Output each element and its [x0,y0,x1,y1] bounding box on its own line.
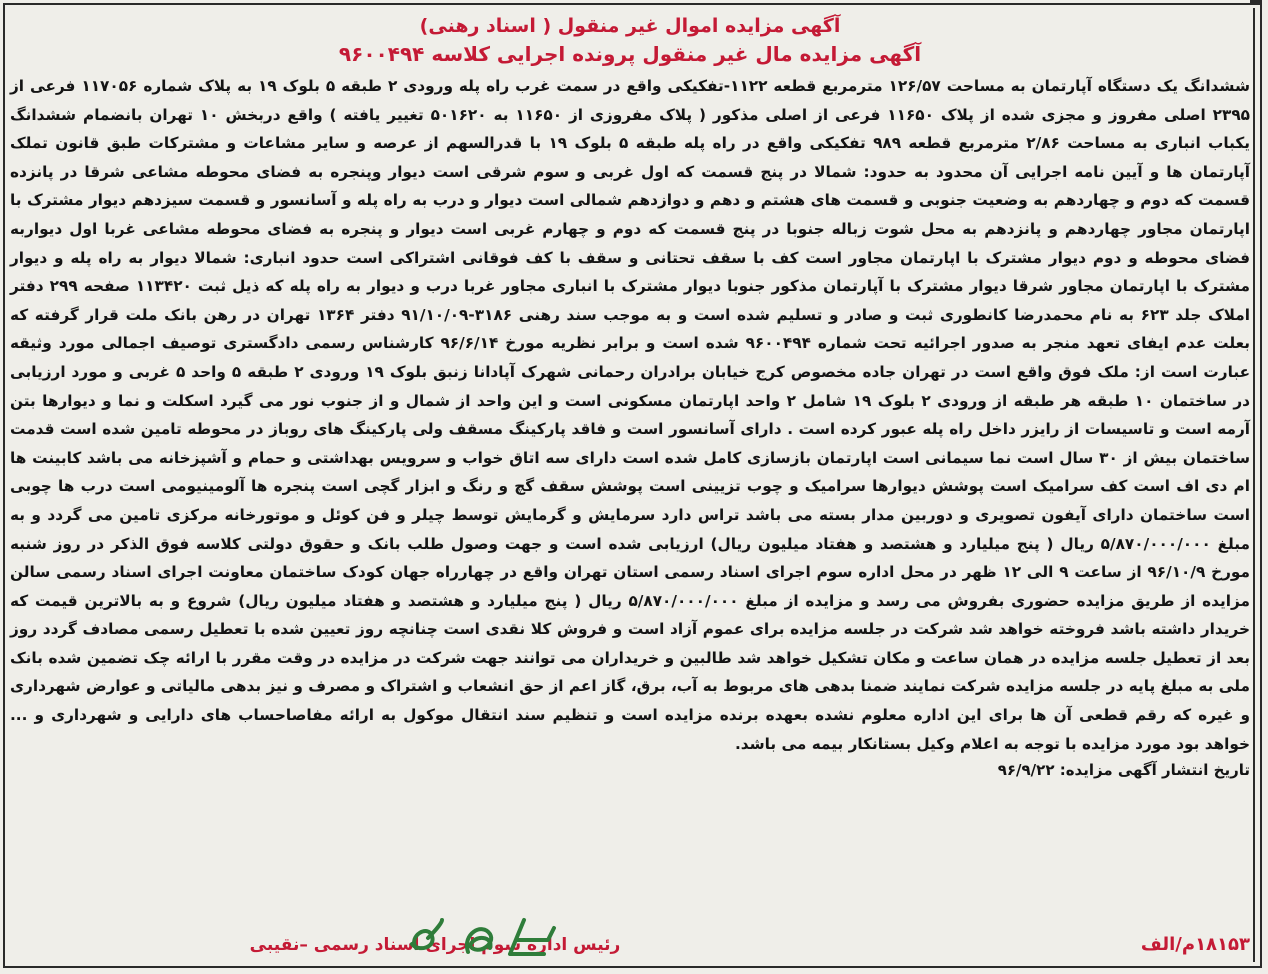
office-signature: رئیس اداره سوم اجرای اسناد رسمی –نقیبی [249,935,621,955]
notice-body: ششدانگ یک دستگاه آپارتمان به مساحت ۱۲۶/۵۷ مترمربع قطعه ۱۱۲۲-تفکیکی واقع در سمت غرب راه پله ورودی ۲ طبقه ۵ بلوک ۱۹ به پلاک شماره ۱۱۷۰۵۶ فرعی از ۲۳۹۵ اصلی مفروز و مجزی شده از پلاک ۱۱۶۵۰ فرعی از اصلی مذکور ( پلاک مفروزی از ۱۱۶۵۰ به ۵۰۱۶۲۰ تغییر یافته ) واقع دربخش ۱۰ تهران بانضمام ششدانگ یکباب انباری به مساحت ۲/۸۶ مترمربع قطعه ۹۸۹ تفکیکی واقع در راه پله طبقه ۵ بلوک ۱۹ با قدرالسهم از عرصه و سایر مشاعات و مشترکات طبق قانون تملک آپارتمان ها و آیین نامه اجرایی آن محدود به حدود: شمالا در پنج قسمت که اول غربی و سوم شرقی است دیوار وپنجره به فضای محوطه مشاعی شرقا در پانزده قسمت که دوم و چهاردهم به وضعیت جنوبی و قسمت های هشتم و دهم و دوازدهم شمالی است دیوار و درب به راه پله و آسانسور و قسمت سیزدهم دیوار مشترک با اپارتمان مجاور چهاردهم و پانزدهم به محل شوت زباله جنوبا در پنج قسمت که دوم و چهارم غربی است دیوار و پنجره به فضای محوطه مشاعی غربا اول دیواربه فضای محوطه و دوم دیوار مشترک با اپارتمان مجاور است کف با سقف تحتانی و سقف با کف فوقانی اشتراکی است حدود انباری: شمالا دیوار به راه پله و دیوار مشترک با اپارتمان مجاور شرقا دیوار مشترک با آپارتمان مذکور جنوبا دیوار مشترک با انباری مجاور غربا درب و دیوار به راه پله که ذیل ثبت ۱۱۳۴۲۰ صفحه ۲۹۹ دفتر املاک جلد ۶۲۳ به نام محمدرضا کانطوری ثبت و صادر و تسلیم شده است و به موجب سند رهنی ۳۱۸۶-۹۱/۱۰/۰۹ دفتر ۱۳۶۴ تهران در رهن بانک ملت قرار گرفته که بعلت عدم ایفای تعهد منجر به صدور اجرائیه تحت شماره ۹۶۰۰۴۹۴ شده است و برابر نظریه مورخ ۹۶/۶/۱۴ کارشناس رسمی دادگستری توصیف اجمالی مورد وثیقه عبارت است از: ملک فوق واقع است در تهران جاده مخصوص کرج خیابان برادران رحمانی شهرک آپادانا زنبق بلوک ۱۹ ورودی ۲ طبقه ۵ واحد ۵ غربی و مورد ارزیابی در ساختمان ۱۰ طبقه هر طبقه از ورودی ۲ بلوک ۱۹ شامل ۲ واحد اپارتمان مسکونی است و این واحد از شمال و از جنوب نور می گیرد اسکلت و نما و دیوارها بتن آرمه است و تاسیسات از رایزر داخل راه پله عبور کرده است . دارای آسانسور است و فاقد پارکینگ مسقف ولی پارکینگ های روباز در محوطه تامین شده است قدمت ساختمان بیش از ۳۰ سال است نما سیمانی است اپارتمان بازسازی کامل شده است دارای سه اتاق خواب و سرویس بهداشتی و حمام و آشپزخانه می باشد کابینت ها ام دی اف است کف سرامیک است پوشش دیوارها سرامیک و چوب تزیینی است پوشش سقف گچ و رنگ و ابزار گچی است پنجره ها آلومینیومی است درب ها چوبی است ساختمان دارای آیفون تصویری و دوربین مدار بسته می باشد تراس دارد سرمایش و گرمایش توسط چیلر و فن کوئل و موتورخانه مرکزی تامین می گردد و به مبلغ ۵/۸۷۰/۰۰۰/۰۰۰ ریال ( پنج میلیارد و هشتصد و هفتاد میلیون ریال) ارزیابی شده است و جهت وصول طلب بانک و حقوق دولتی کلاسه فوق الذکر در روز شنبه مورخ ۹۶/۱۰/۹ از ساعت ۹ الی ۱۲ ظهر در محل اداره سوم اجرای اسناد رسمی استان تهران واقع در چهارراه جهان کودک ساختمان معاونت اجرای اسناد رسمی سالن مزایده از طریق مزایده حضوری بفروش می رسد و مزایده از مبلغ ۵/۸۷۰/۰۰۰/۰۰۰ ریال ( پنج میلیارد و هشتصد و هفتاد میلیون ریال) شروع و به بالاترین قیمت که خریدار داشته باشد فروخته خواهد شد شرکت در جلسه مزایده برای عموم آزاد است و فروش کلا نقدی است چنانچه روز تعیین شده با تعطیل رسمی مصادف گردد روز بعد از تعطیل جلسه مزایده در همان ساعت و مکان تشکیل خواهد شد طالبین و خریداران می توانند جهت شرکت در مزایده در وقت مقرر با ارائه چک تضمین شده بانک ملی به مبلغ پایه در جلسه مزایده شرکت نمایند ضمنا بدهی های مربوط به آب، برق، گاز اعم از حق انشعاب و اشتراک و مصرف و نیز بدهی مالیاتی و عوارض شهرداری و غیره که رقم قطعی آن ها برای این اداره معلوم نشده بعهده برنده مزایده است و تنظیم سند انتقال موکول به ارائه مفاصاحساب های دارایی و شهرداری و ... خواهد بود مورد مزایده با توجه به اعلام وکیل بستانکار بیمه می باشد. [10,77,1251,753]
notice-reference-number: ۱۸۱۵۳م/الف [1140,934,1250,955]
publication-date-line [10,758,1250,782]
notice-subtitle: آگهی مزایده مال غیر منقول پرونده اجرایی کلاسه ۹۶۰۰۴۹۴ [338,42,922,66]
corner-mark [1250,0,1262,3]
notice-content [10,12,1250,782]
publication-date-label: تاریخ انتشار آگهی مزایده: [1059,761,1250,780]
handwritten-number [398,914,568,962]
notice-footer [10,930,1250,960]
column-rule [1253,8,1255,962]
publication-date: ۹۶/۹/۲۲ [997,761,1055,780]
notice-title: آگهی مزایده اموال غیر منقول ( اسناد رهنی) [419,15,841,37]
